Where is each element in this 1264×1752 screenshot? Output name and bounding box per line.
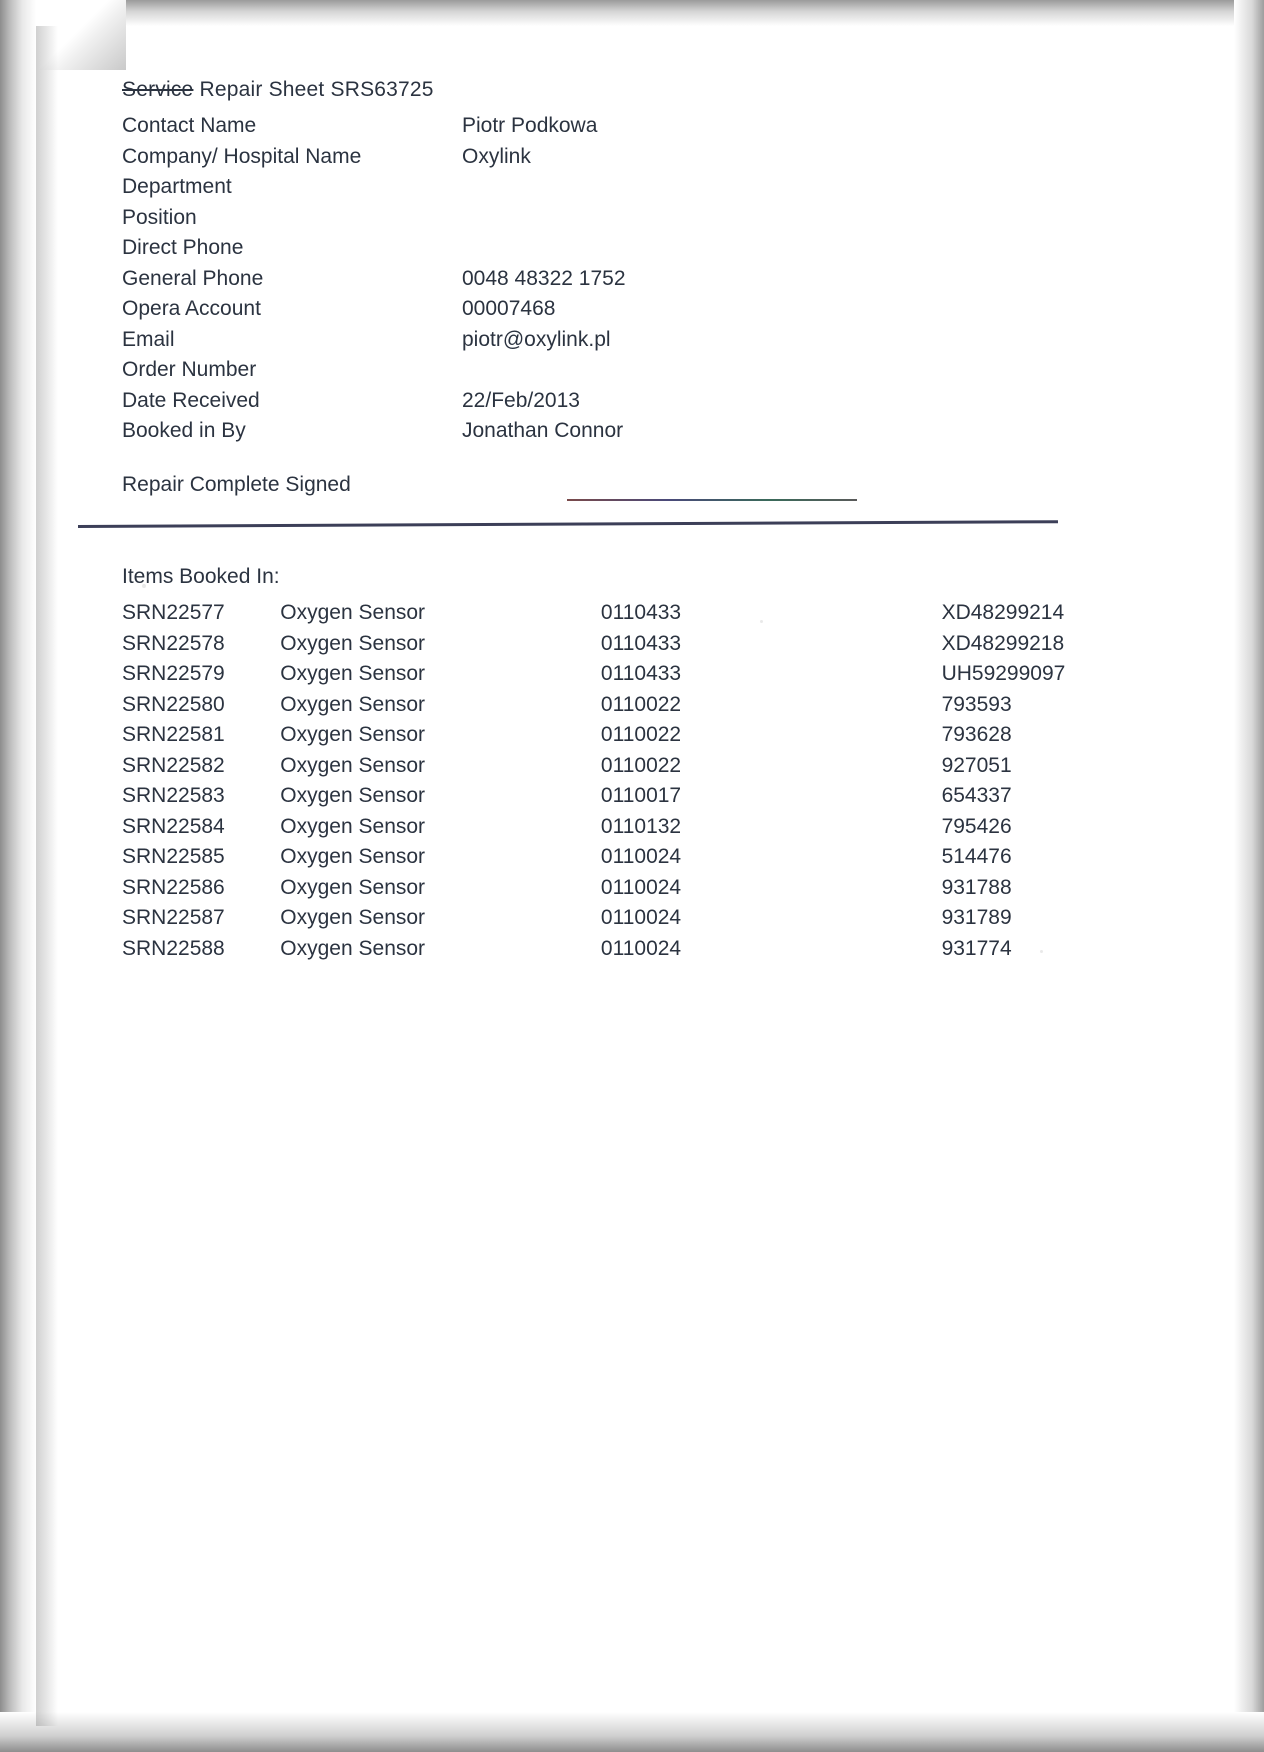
- table-row: [122, 812, 1152, 843]
- table-row: [122, 781, 1152, 812]
- field-value: [462, 203, 1122, 234]
- field-value: Piotr Podkowa: [462, 114, 598, 137]
- table-row: [122, 598, 1152, 629]
- field-order-number: [122, 355, 1122, 386]
- cell-serial: 931789: [941, 906, 1012, 929]
- page-title-text: Repair Sheet SRS63725: [199, 78, 434, 101]
- field-label: Contact Name: [122, 114, 257, 137]
- field-value: 22/Feb/2013: [462, 388, 580, 412]
- field-label: General Phone: [122, 266, 264, 290]
- table-row: [122, 934, 1152, 965]
- cell-description: Oxygen Sensor: [280, 753, 426, 777]
- table-row: [122, 842, 1152, 873]
- cell-ref: SRN22581: [122, 723, 225, 746]
- field-label: Direct Phone: [122, 236, 244, 259]
- cell-serial: XD48299218: [941, 631, 1065, 655]
- cell-serial: 931788: [941, 875, 1012, 899]
- cell-part-number: 0110433: [600, 601, 682, 624]
- field-label: Email: [122, 327, 175, 351]
- field-date-received: [122, 386, 1122, 417]
- cell-description: Oxygen Sensor: [280, 875, 426, 899]
- field-label: Booked in By: [122, 419, 246, 442]
- field-value: 00007468: [462, 297, 556, 320]
- document-header: [122, 78, 1122, 447]
- field-email: [122, 325, 1122, 356]
- field-general-phone: [122, 264, 1122, 295]
- page-title: [122, 78, 1122, 102]
- table-row: [122, 629, 1152, 660]
- cell-ref: SRN22587: [122, 906, 225, 929]
- field-value: Jonathan Connor: [462, 419, 624, 442]
- cell-part-number: 0110433: [600, 631, 682, 655]
- table-row: [122, 690, 1152, 721]
- signature-line: [567, 499, 857, 501]
- cell-ref: SRN22588: [122, 936, 225, 960]
- table-row: [122, 873, 1152, 904]
- cell-ref: SRN22579: [122, 662, 225, 685]
- field-value: [462, 355, 1122, 386]
- items-table: [122, 598, 1152, 964]
- items-heading: Items Booked In:: [122, 565, 280, 588]
- cell-description: Oxygen Sensor: [280, 906, 426, 929]
- cell-serial: 514476: [941, 845, 1012, 868]
- cell-serial: XD48299214: [941, 601, 1065, 624]
- field-value: 0048 48322 1752: [462, 266, 626, 290]
- cell-ref: SRN22585: [122, 845, 225, 868]
- cell-serial: 795426: [941, 814, 1012, 838]
- cell-serial: 654337: [941, 784, 1012, 807]
- cell-part-number: 0110024: [600, 845, 682, 868]
- cell-part-number: 0110433: [600, 662, 682, 685]
- cell-part-number: 0110024: [600, 936, 682, 960]
- cell-description: Oxygen Sensor: [280, 662, 426, 685]
- cell-ref: SRN22583: [122, 784, 225, 807]
- cell-part-number: 0110024: [600, 906, 682, 929]
- cell-description: Oxygen Sensor: [280, 784, 426, 807]
- table-row: [122, 720, 1152, 751]
- cell-serial: 793593: [941, 692, 1012, 716]
- cell-serial: 793628: [941, 723, 1012, 746]
- field-direct-phone: [122, 233, 1122, 264]
- field-value: [462, 233, 1122, 264]
- cell-ref: SRN22578: [122, 631, 225, 655]
- page-title-struck-word: Service: [122, 78, 194, 101]
- cell-ref: SRN22586: [122, 875, 225, 899]
- field-booked-in-by: [122, 416, 1122, 447]
- field-label: Position: [122, 205, 197, 229]
- field-label: Order Number: [122, 358, 257, 381]
- field-label: Department: [122, 175, 232, 198]
- cell-serial: 931774: [941, 936, 1012, 960]
- cell-part-number: 0110017: [600, 784, 682, 807]
- field-label: Company/ Hospital Name: [122, 144, 362, 168]
- field-opera-account: [122, 294, 1122, 325]
- cell-ref: SRN22582: [122, 753, 225, 777]
- field-label: Opera Account: [122, 297, 261, 320]
- cell-serial: 927051: [941, 753, 1012, 777]
- cell-part-number: 0110022: [600, 723, 682, 746]
- cell-ref: SRN22580: [122, 692, 225, 716]
- cell-description: Oxygen Sensor: [280, 723, 426, 746]
- cell-description: Oxygen Sensor: [280, 814, 426, 838]
- cell-description: Oxygen Sensor: [280, 692, 426, 716]
- cell-description: Oxygen Sensor: [280, 936, 426, 960]
- field-value: Oxylink: [462, 144, 531, 168]
- field-department: [122, 172, 1122, 203]
- cell-ref: SRN22577: [122, 601, 225, 624]
- table-row: [122, 659, 1152, 690]
- section-divider: [78, 520, 1058, 528]
- field-label: Date Received: [122, 388, 260, 412]
- table-row: [122, 751, 1152, 782]
- cell-part-number: 0110022: [600, 753, 682, 777]
- field-position: [122, 203, 1122, 234]
- cell-description: Oxygen Sensor: [280, 845, 426, 868]
- items-section: [122, 565, 1152, 964]
- signature-label: Repair Complete Signed: [122, 473, 351, 496]
- cell-description: Oxygen Sensor: [280, 601, 426, 624]
- cell-serial: UH59299097: [941, 662, 1066, 685]
- field-value: piotr@oxylink.pl: [462, 327, 611, 351]
- cell-part-number: 0110024: [600, 875, 682, 899]
- cell-ref: SRN22584: [122, 814, 225, 838]
- field-value: [462, 172, 1122, 203]
- table-row: [122, 903, 1152, 934]
- field-company-hospital-name: [122, 142, 1122, 173]
- cell-part-number: 0110022: [600, 692, 682, 716]
- cell-description: Oxygen Sensor: [280, 631, 426, 655]
- cell-part-number: 0110132: [600, 814, 682, 838]
- field-contact-name: [122, 111, 1122, 142]
